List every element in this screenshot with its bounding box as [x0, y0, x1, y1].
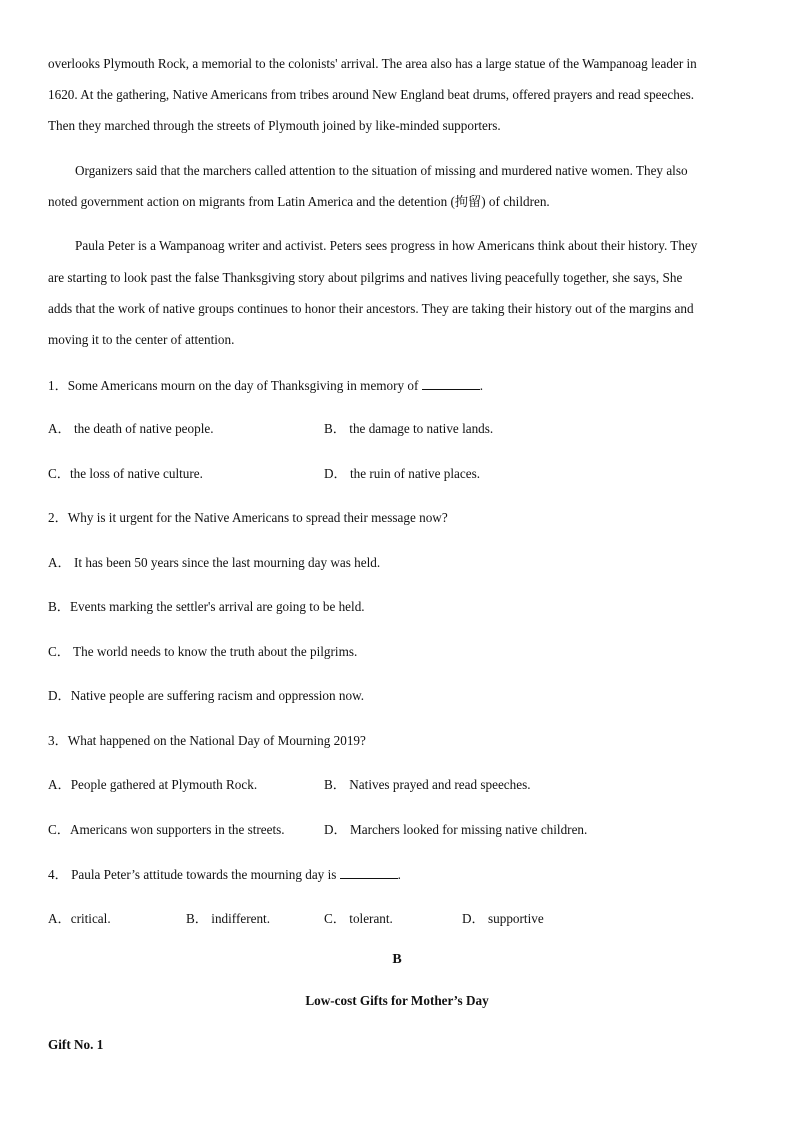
passage-line: 1620. At the gathering, Native Americans from tribes around New England beat drums, offered prayers and read speeches.	[48, 87, 695, 102]
question-4-stem	[48, 866, 401, 883]
question-1-option-a: A． the death of native people.	[48, 421, 214, 436]
question-1-option-c: C．the loss of native culture.	[48, 466, 203, 481]
question-stem-end: .	[397, 867, 401, 882]
answer-blank	[340, 866, 398, 879]
question-2-option-a: A． It has been 50 years since the last mourning day was held.	[48, 555, 381, 570]
passage-line: Paula Peter is a Wampanoag writer and activist. Peters sees progress in how Americans think about their history. They	[75, 238, 698, 253]
passage-line: Then they marched through the streets of Plymouth joined by like-minded supporters.	[48, 118, 501, 133]
passage-line: are starting to look past the false Thanksgiving story about pilgrims and natives living peacefully together, she says, She	[48, 270, 683, 285]
section-title: Low-cost Gifts for Mother’s Day	[305, 993, 489, 1008]
question-stem-text: 1．Some Americans mourn on the day of Thanksgiving in memory of	[48, 378, 419, 393]
question-3-stem: 3．What happened on the National Day of Mourning 2019?	[48, 733, 366, 748]
question-3-option-d: D． Marchers looked for missing native children.	[324, 822, 588, 837]
question-1-option-d: D． the ruin of native places.	[324, 466, 481, 481]
question-stem-text: 4． Paula Peter’s attitude towards the mourning day is	[48, 867, 337, 882]
question-4-option-a: A．critical.	[48, 911, 111, 926]
question-4-option-d: D． supportive	[462, 911, 544, 926]
passage-line: moving it to the center of attention.	[48, 332, 235, 347]
answer-blank	[422, 377, 480, 390]
question-3-option-b: B． Natives prayed and read speeches.	[324, 777, 531, 792]
question-4-option-b: B． indifferent.	[186, 911, 270, 926]
gift-heading: Gift No. 1	[48, 1037, 104, 1052]
question-3-option-a: A．People gathered at Plymouth Rock.	[48, 777, 258, 792]
question-stem-end: .	[479, 378, 484, 393]
passage-line: overlooks Plymouth Rock, a memorial to the colonists' arrival. The area also has a large statue of the Wampanoag leader in	[48, 56, 697, 71]
passage-line: Organizers said that the marchers called attention to the situation of missing and murdered native women. They also	[75, 163, 688, 178]
question-1-stem	[48, 377, 483, 394]
question-2-option-d: D．Native people are suffering racism and oppression now.	[48, 688, 365, 703]
question-2-stem: 2．Why is it urgent for the Native Americans to spread their message now?	[48, 510, 448, 525]
question-2-option-c: C． The world needs to know the truth about the pilgrims.	[48, 644, 358, 659]
question-4-option-c: C． tolerant.	[324, 911, 393, 926]
section-letter: B	[392, 952, 402, 967]
question-3-option-c: C．Americans won supporters in the streets.	[48, 822, 285, 837]
question-2-option-b: B．Events marking the settler's arrival are going to be held.	[48, 599, 365, 614]
passage-line: adds that the work of native groups continues to honor their ancestors. They are taking their history out of the margins and	[48, 301, 694, 316]
passage-line: noted government action on migrants from Latin America and the detention (拘留) of children.	[48, 194, 550, 209]
question-1-option-b: B． the damage to native lands.	[324, 421, 494, 436]
